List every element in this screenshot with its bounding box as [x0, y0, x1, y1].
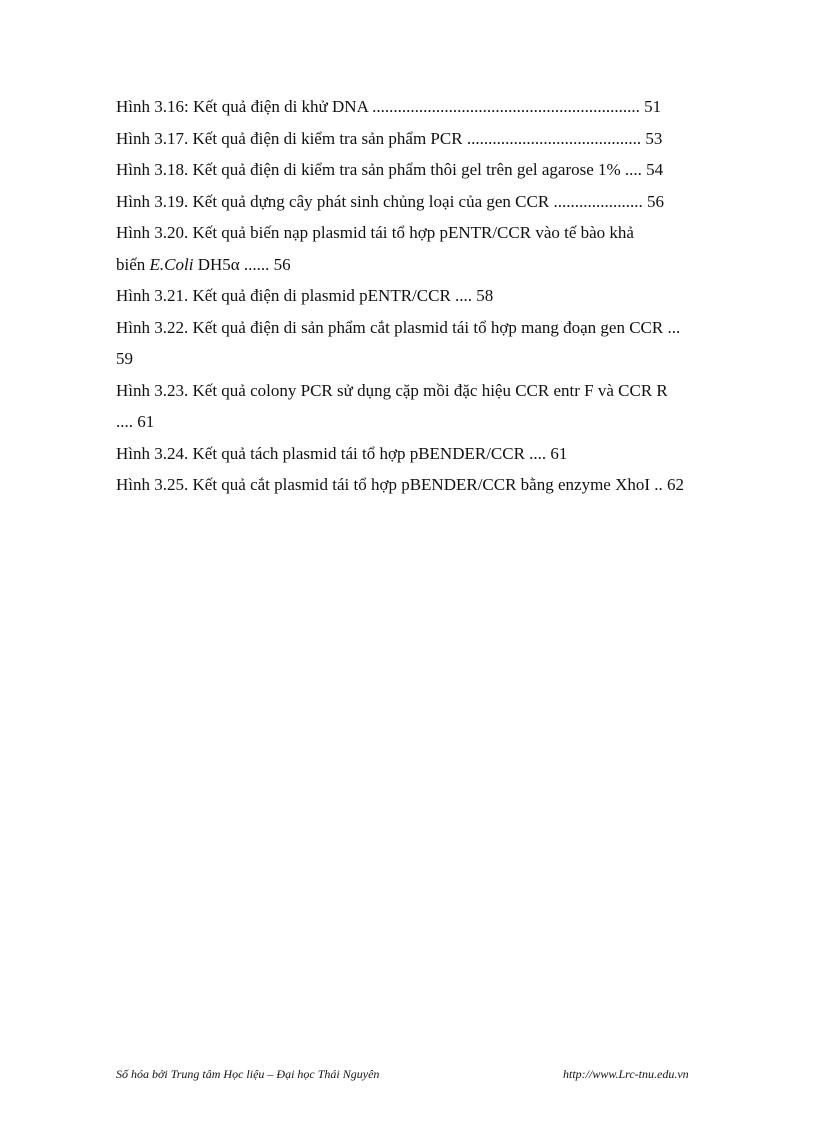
toc-entry-3-24: Hình 3.24. Kết quả tách plasmid tái tổ hợp pBENDER/CCR .... 61: [116, 443, 568, 463]
toc-entry-3-16: Hình 3.16: Kết quả điện di khử DNA ............................................................... 51: [116, 97, 662, 116]
toc-text: biến: [116, 254, 150, 274]
toc-entry-3-17: Hình 3.17. Kết quả điện di kiểm tra sản phẩm PCR ......................................... 53: [116, 128, 663, 148]
toc-entry-3-25: Hình 3.25. Kết quả cắt plasmid tái tổ hợp pBENDER/CCR bằng enzyme XhoI .. 62: [116, 475, 685, 494]
list-of-figures: [116, 91, 742, 501]
toc-entry-3-19: Hình 3.19. Kết quả dựng cây phát sinh chủng loại của gen CCR ..................... 56: [116, 191, 664, 211]
toc-entry-3-21: Hình 3.21. Kết quả điện di plasmid pENTR/CCR .... 58: [116, 286, 494, 305]
footer-url: http://www.Lrc-tnu.edu.vn: [563, 1067, 689, 1081]
toc-entry-3-23: Hình 3.23. Kết quả colony PCR sử dụng cặp mồi đặc hiệu CCR entr F và CCR R: [116, 380, 668, 400]
toc-entry-3-22-page: 59: [116, 349, 133, 368]
toc-species-name: E.Coli: [149, 254, 194, 274]
toc-text: DH5α ...... 56: [193, 254, 291, 274]
toc-entry-3-22: Hình 3.22. Kết quả điện di sản phẩm cắt plasmid tái tổ hợp mang đoạn gen CCR ...: [116, 317, 681, 337]
toc-entry-3-18: Hình 3.18. Kết quả điện di kiểm tra sản phẩm thôi gel trên gel agarose 1% .... 54: [116, 160, 664, 179]
footer-credit: Số hóa bởi Trung tâm Học liệu – Đại học Thái Nguyên: [116, 1067, 380, 1081]
toc-entry-3-20: Hình 3.20. Kết quả biến nạp plasmid tái tổ hợp pENTR/CCR vào tế bào khả: [116, 223, 634, 242]
toc-entry-3-23-page: .... 61: [116, 412, 155, 431]
toc-entry-3-20-continued: [116, 249, 742, 281]
